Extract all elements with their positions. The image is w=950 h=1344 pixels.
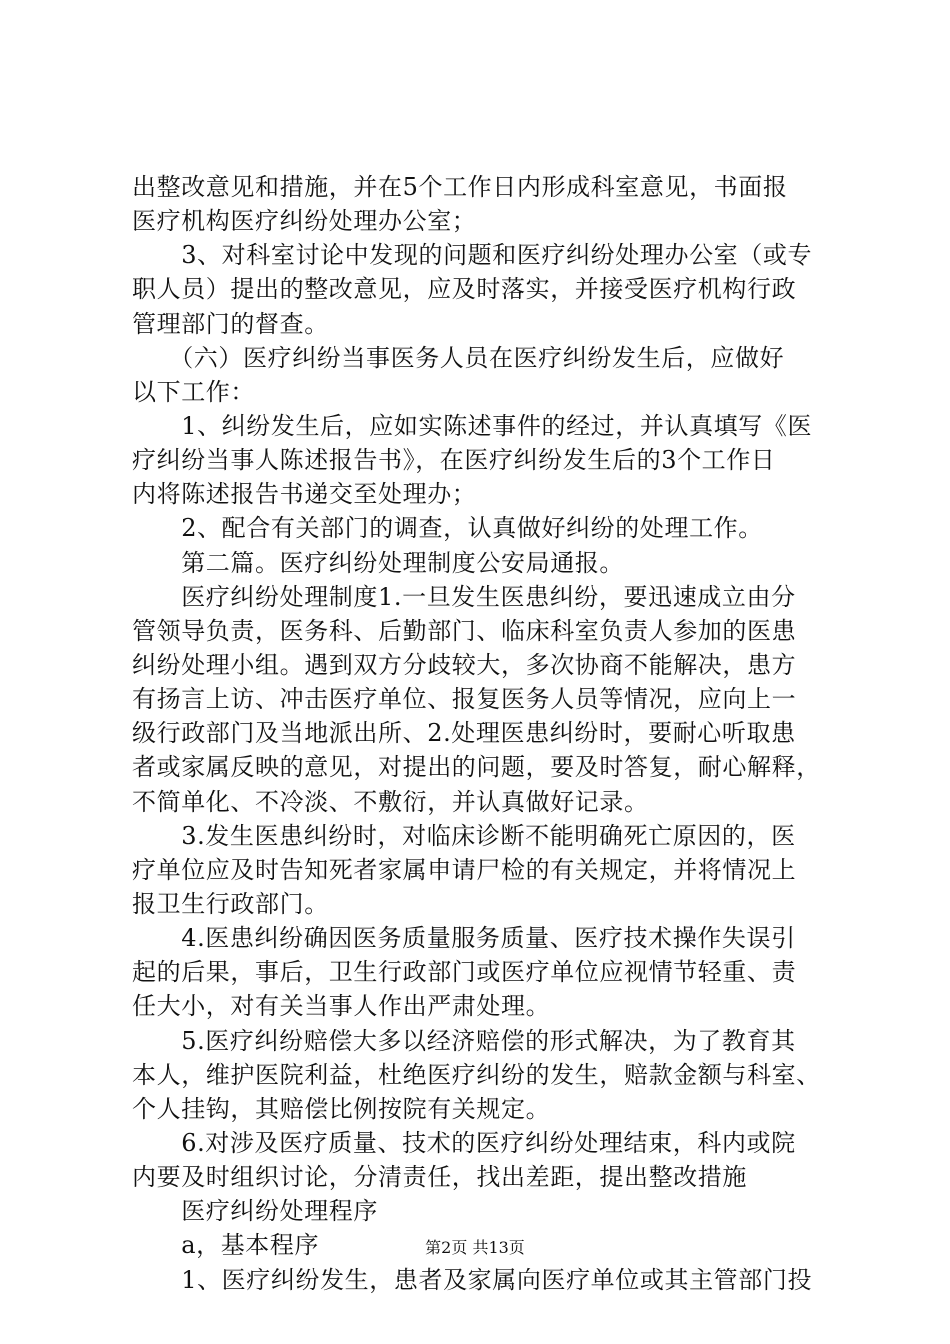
page-footer: 第2页 共13页	[425, 1238, 525, 1257]
text-line: 不简单化、不冷淡、不敷衍，并认真做好记录。	[132, 787, 649, 816]
text-line: 医疗纠纷处理制度1.一旦发生医患纠纷，要迅速成立由分	[132, 582, 796, 611]
text-line: 1、医疗纠纷发生，患者及家属向医疗单位或其主管部门投	[132, 1265, 813, 1294]
text-line: 管理部门的督查。	[132, 309, 329, 338]
text-line: 疗纠纷当事人陈述报告书》，在医疗纠纷发生后的3个工作日	[132, 446, 776, 475]
document-body	[132, 170, 832, 1297]
text-line: 管领导负责，医务科、后勤部门、临床科室负责人参加的医患	[132, 616, 797, 645]
text-line: 级行政部门及当地派出所、2.处理医患纠纷时，要耐心听取患	[132, 719, 796, 748]
text-line: a，基本程序	[132, 1231, 320, 1260]
text-line: 职人员）提出的整改意见，应及时落实，并接受医疗机构行政	[132, 275, 797, 304]
text-line: 起的后果，事后，卫生行政部门或医疗单位应视情节轻重、责	[132, 958, 797, 987]
text-line: 6.对涉及医疗质量、技术的医疗纠纷处理结束，科内或院	[132, 1128, 796, 1157]
text-line: 疗单位应及时告知死者家属申请尸检的有关规定，并将情况上	[132, 855, 797, 884]
text-line: 4.医患纠纷确因医务质量服务质量、医疗技术操作失误引	[132, 924, 796, 953]
text-line: 报卫生行政部门。	[132, 889, 329, 918]
text-line: 任大小，对有关当事人作出严肃处理。	[132, 992, 551, 1021]
text-line: 纠纷处理小组。遇到双方分歧较大，多次协商不能解决，患方	[132, 650, 797, 679]
text-line: 内将陈述报告书递交至处理办；	[132, 480, 477, 509]
text-line: 内要及时组织讨论，分清责任，找出差距，提出整改措施	[132, 1163, 747, 1192]
text-line: 第二篇。医疗纠纷处理制度公安局通报。	[132, 548, 624, 577]
text-line: 有扬言上访、冲击医疗单位、报复医务人员等情况，应向上一	[132, 685, 797, 714]
text-line: 3.发生医患纠纷时，对临床诊断不能明确死亡原因的，医	[132, 821, 796, 850]
text-line: 医疗机构医疗纠纷处理办公室；	[132, 207, 477, 236]
text-line: 个人挂钩，其赔偿比例按院有关规定。	[132, 1094, 551, 1123]
text-line: 5.医疗纠纷赔偿大多以经济赔偿的形式解决，为了教育其	[132, 1026, 796, 1055]
text-line: 3、对科室讨论中发现的问题和医疗纠纷处理办公室（或专	[132, 241, 813, 270]
text-line: 本人，维护医院利益，杜绝医疗纠纷的发生，赔款金额与科室、	[132, 1060, 821, 1089]
text-line: 出整改意见和措施，并在5个工作日内形成科室意见，书面报	[132, 173, 788, 201]
text-line: 医疗纠纷处理程序	[132, 1197, 378, 1226]
text-line: 者或家属反映的意见，对提出的问题，要及时答复，耐心解释，	[132, 753, 821, 782]
text-line: 1、纠纷发生后，应如实陈述事件的经过，并认真填写《医	[132, 411, 813, 440]
text-line: 2、配合有关部门的调查，认真做好纠纷的处理工作。	[132, 514, 763, 543]
text-line: （六）医疗纠纷当事医务人员在医疗纠纷发生后，应做好	[132, 343, 785, 372]
text-line: 以下工作：	[132, 377, 255, 406]
